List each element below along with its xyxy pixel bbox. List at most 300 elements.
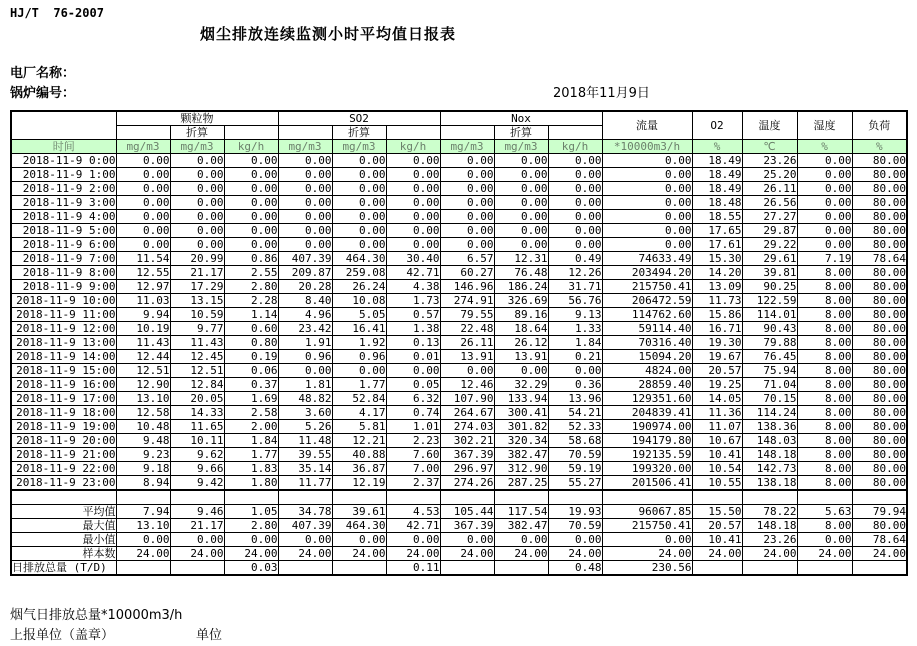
time-cell: 2018-11-9 16:00 xyxy=(11,378,116,392)
summary-row xyxy=(11,547,907,561)
value-cell: 9.66 xyxy=(170,462,224,476)
empty-cell xyxy=(797,490,852,505)
value-cell: 13.15 xyxy=(170,294,224,308)
value-cell: 70.59 xyxy=(548,448,602,462)
value-cell: 26.11 xyxy=(440,336,494,350)
value-cell: 58.68 xyxy=(548,434,602,448)
value-cell: 19.67 xyxy=(692,350,742,364)
value-cell: 1.83 xyxy=(224,462,278,476)
value-cell: 2.00 xyxy=(224,420,278,434)
value-cell: 5.05 xyxy=(332,308,386,322)
value-cell: 22.48 xyxy=(440,322,494,336)
value-cell: 0.57 xyxy=(386,308,440,322)
empty-cell xyxy=(440,490,494,505)
value-cell: 1.77 xyxy=(224,448,278,462)
value-cell: 8.00 xyxy=(797,392,852,406)
value-cell: 1.91 xyxy=(278,336,332,350)
value-cell: 367.39 xyxy=(440,448,494,462)
value-cell: 0.00 xyxy=(602,210,692,224)
time-cell: 2018-11-9 10:00 xyxy=(11,294,116,308)
value-cell: 13.96 xyxy=(548,392,602,406)
empty-cell xyxy=(11,490,116,505)
time-cell: 2018-11-9 22:00 xyxy=(11,462,116,476)
value-cell: 0.00 xyxy=(440,364,494,378)
value-cell: 0.37 xyxy=(224,378,278,392)
value-cell: 0.96 xyxy=(278,350,332,364)
summary-value-cell: 19.93 xyxy=(548,505,602,519)
value-cell: 76.45 xyxy=(742,350,797,364)
summary-value-cell: 23.26 xyxy=(742,533,797,547)
empty-cell xyxy=(278,490,332,505)
conversion-header-particulate: 折算 xyxy=(170,126,224,140)
value-cell: 0.00 xyxy=(170,168,224,182)
value-cell: 209.87 xyxy=(278,266,332,280)
value-cell: 26.12 xyxy=(494,336,548,350)
empty-cell xyxy=(548,126,602,140)
value-cell: 18.48 xyxy=(692,196,742,210)
value-cell: 1.01 xyxy=(386,420,440,434)
value-cell: 203494.20 xyxy=(602,266,692,280)
value-cell: 79.55 xyxy=(440,308,494,322)
value-cell: 186.24 xyxy=(494,280,548,294)
value-cell: 48.82 xyxy=(278,392,332,406)
value-cell: 80.00 xyxy=(852,406,907,420)
value-cell: 80.00 xyxy=(852,336,907,350)
value-cell: 8.40 xyxy=(278,294,332,308)
value-cell: 133.94 xyxy=(494,392,548,406)
unit-cell: ℃ xyxy=(742,140,797,154)
summary-value-cell xyxy=(742,561,797,576)
value-cell: 8.00 xyxy=(797,336,852,350)
value-cell: 0.00 xyxy=(494,364,548,378)
time-cell: 2018-11-9 3:00 xyxy=(11,196,116,210)
value-cell: 80.00 xyxy=(852,168,907,182)
value-cell: 8.00 xyxy=(797,406,852,420)
value-cell: 13.91 xyxy=(440,350,494,364)
unit-cell: % xyxy=(797,140,852,154)
report-table xyxy=(10,110,908,576)
value-cell: 0.00 xyxy=(224,168,278,182)
value-cell: 60.27 xyxy=(440,266,494,280)
value-cell: 464.30 xyxy=(332,252,386,266)
value-cell: 0.00 xyxy=(797,168,852,182)
summary-value-cell: 24.00 xyxy=(852,547,907,561)
summary-value-cell: 24.00 xyxy=(742,547,797,561)
value-cell: 1.69 xyxy=(224,392,278,406)
value-cell: 0.00 xyxy=(440,154,494,168)
value-cell: 0.00 xyxy=(797,196,852,210)
value-cell: 0.00 xyxy=(116,168,170,182)
time-cell: 2018-11-9 7:00 xyxy=(11,252,116,266)
value-cell: 259.08 xyxy=(332,266,386,280)
value-cell: 0.00 xyxy=(332,182,386,196)
value-cell: 0.00 xyxy=(440,182,494,196)
summary-value-cell: 24.00 xyxy=(224,547,278,561)
summary-value-cell: 24.00 xyxy=(440,547,494,561)
value-cell: 199320.00 xyxy=(602,462,692,476)
summary-value-cell xyxy=(332,561,386,576)
unit-cell: % xyxy=(852,140,907,154)
value-cell: 10.19 xyxy=(116,322,170,336)
value-cell: 264.67 xyxy=(440,406,494,420)
value-cell: 80.00 xyxy=(852,322,907,336)
table-row xyxy=(11,350,907,364)
value-cell: 148.03 xyxy=(742,434,797,448)
value-cell: 274.26 xyxy=(440,476,494,491)
summary-value-cell: 230.56 xyxy=(602,561,692,576)
summary-value-cell: 148.18 xyxy=(742,519,797,533)
header-row-units xyxy=(11,140,907,154)
value-cell: 80.00 xyxy=(852,378,907,392)
header-temperature: 温度 xyxy=(742,111,797,140)
value-cell: 0.00 xyxy=(386,154,440,168)
value-cell: 12.31 xyxy=(494,252,548,266)
value-cell: 9.18 xyxy=(116,462,170,476)
value-cell: 302.21 xyxy=(440,434,494,448)
value-cell: 122.59 xyxy=(742,294,797,308)
time-cell: 2018-11-9 2:00 xyxy=(11,182,116,196)
summary-value-cell: 8.00 xyxy=(797,519,852,533)
value-cell: 6.57 xyxy=(440,252,494,266)
value-cell: 20.28 xyxy=(278,280,332,294)
boiler-number-label: 锅炉编号： xyxy=(10,86,76,101)
value-cell: 2.23 xyxy=(386,434,440,448)
value-cell: 8.00 xyxy=(797,420,852,434)
value-cell: 8.94 xyxy=(116,476,170,491)
summary-value-cell xyxy=(278,561,332,576)
summary-value-cell: 0.00 xyxy=(602,533,692,547)
empty-cell xyxy=(548,490,602,505)
value-cell: 7.60 xyxy=(386,448,440,462)
table-row xyxy=(11,434,907,448)
summary-value-cell: 1.05 xyxy=(224,505,278,519)
value-cell: 11.43 xyxy=(116,336,170,350)
value-cell: 0.21 xyxy=(548,350,602,364)
value-cell: 80.00 xyxy=(852,238,907,252)
summary-value-cell: 80.00 xyxy=(852,519,907,533)
summary-value-cell: 0.00 xyxy=(494,533,548,547)
summary-value-cell xyxy=(494,561,548,576)
summary-label: 平均值 xyxy=(11,505,116,519)
flue-gas-total-label: 烟气日排放总量*10000m3/h xyxy=(10,608,183,623)
value-cell: 16.71 xyxy=(692,322,742,336)
unit-cell: mg/m3 xyxy=(278,140,332,154)
summary-value-cell: 9.46 xyxy=(170,505,224,519)
unit-cell: mg/m3 xyxy=(116,140,170,154)
value-cell: 146.96 xyxy=(440,280,494,294)
value-cell: 114762.60 xyxy=(602,308,692,322)
summary-value-cell: 24.00 xyxy=(170,547,224,561)
empty-cell xyxy=(116,490,170,505)
value-cell: 0.00 xyxy=(494,224,548,238)
value-cell: 0.00 xyxy=(386,168,440,182)
table-row xyxy=(11,266,907,280)
value-cell: 0.00 xyxy=(224,210,278,224)
value-cell: 2.80 xyxy=(224,280,278,294)
summary-label: 最小值 xyxy=(11,533,116,547)
summary-value-cell: 0.00 xyxy=(386,533,440,547)
table-row xyxy=(11,280,907,294)
time-cell: 2018-11-9 23:00 xyxy=(11,476,116,491)
value-cell: 0.00 xyxy=(602,182,692,196)
value-cell: 25.20 xyxy=(742,168,797,182)
value-cell: 0.36 xyxy=(548,378,602,392)
summary-value-cell: 2.80 xyxy=(224,519,278,533)
value-cell: 0.86 xyxy=(224,252,278,266)
summary-value-cell: 0.00 xyxy=(278,533,332,547)
value-cell: 296.97 xyxy=(440,462,494,476)
value-cell: 4.96 xyxy=(278,308,332,322)
unit-cell: kg/h xyxy=(548,140,602,154)
value-cell: 0.00 xyxy=(278,168,332,182)
value-cell: 0.00 xyxy=(548,154,602,168)
value-cell: 0.00 xyxy=(494,154,548,168)
value-cell: 0.00 xyxy=(548,182,602,196)
value-cell: 14.33 xyxy=(170,406,224,420)
value-cell: 54.21 xyxy=(548,406,602,420)
time-cell: 2018-11-9 15:00 xyxy=(11,364,116,378)
value-cell: 2.58 xyxy=(224,406,278,420)
value-cell: 90.25 xyxy=(742,280,797,294)
value-cell: 8.00 xyxy=(797,434,852,448)
time-cell: 2018-11-9 13:00 xyxy=(11,336,116,350)
value-cell: 39.55 xyxy=(278,448,332,462)
value-cell: 23.42 xyxy=(278,322,332,336)
value-cell: 0.00 xyxy=(278,224,332,238)
table-row xyxy=(11,336,907,350)
value-cell: 0.00 xyxy=(116,224,170,238)
value-cell: 19.25 xyxy=(692,378,742,392)
summary-value-cell: 382.47 xyxy=(494,519,548,533)
value-cell: 12.44 xyxy=(116,350,170,364)
time-cell: 2018-11-9 6:00 xyxy=(11,238,116,252)
time-cell: 2018-11-9 19:00 xyxy=(11,420,116,434)
summary-value-cell: 0.00 xyxy=(224,533,278,547)
table-row xyxy=(11,406,907,420)
value-cell: 274.91 xyxy=(440,294,494,308)
summary-value-cell: 24.00 xyxy=(692,547,742,561)
value-cell: 129351.60 xyxy=(602,392,692,406)
value-cell: 13.09 xyxy=(692,280,742,294)
value-cell: 20.05 xyxy=(170,392,224,406)
value-cell: 0.00 xyxy=(224,154,278,168)
value-cell: 10.41 xyxy=(692,448,742,462)
value-cell: 12.55 xyxy=(116,266,170,280)
time-cell: 2018-11-9 0:00 xyxy=(11,154,116,168)
table-row xyxy=(11,322,907,336)
value-cell: 11.77 xyxy=(278,476,332,491)
value-cell: 17.29 xyxy=(170,280,224,294)
value-cell: 11.54 xyxy=(116,252,170,266)
value-cell: 10.67 xyxy=(692,434,742,448)
value-cell: 0.00 xyxy=(278,364,332,378)
value-cell: 0.00 xyxy=(116,196,170,210)
value-cell: 13.10 xyxy=(116,392,170,406)
value-cell: 0.01 xyxy=(386,350,440,364)
value-cell: 80.00 xyxy=(852,420,907,434)
value-cell: 79.88 xyxy=(742,336,797,350)
value-cell: 206472.59 xyxy=(602,294,692,308)
value-cell: 40.88 xyxy=(332,448,386,462)
value-cell: 0.19 xyxy=(224,350,278,364)
value-cell: 0.00 xyxy=(116,238,170,252)
value-cell: 29.87 xyxy=(742,224,797,238)
header-flow: 流量 xyxy=(602,111,692,140)
empty-cell xyxy=(332,490,386,505)
value-cell: 0.00 xyxy=(332,196,386,210)
value-cell: 301.82 xyxy=(494,420,548,434)
value-cell: 114.01 xyxy=(742,308,797,322)
value-cell: 8.00 xyxy=(797,266,852,280)
value-cell: 11.07 xyxy=(692,420,742,434)
summary-value-cell: 215750.41 xyxy=(602,519,692,533)
value-cell: 9.94 xyxy=(116,308,170,322)
value-cell: 1.84 xyxy=(224,434,278,448)
summary-value-cell: 78.22 xyxy=(742,505,797,519)
value-cell: 8.00 xyxy=(797,448,852,462)
value-cell: 18.49 xyxy=(692,182,742,196)
value-cell: 0.00 xyxy=(278,182,332,196)
value-cell: 0.00 xyxy=(332,224,386,238)
value-cell: 59.19 xyxy=(548,462,602,476)
summary-value-cell: 39.61 xyxy=(332,505,386,519)
value-cell: 12.21 xyxy=(332,434,386,448)
value-cell: 0.00 xyxy=(548,196,602,210)
value-cell: 201506.41 xyxy=(602,476,692,491)
time-cell: 2018-11-9 18:00 xyxy=(11,406,116,420)
value-cell: 0.00 xyxy=(332,238,386,252)
value-cell: 0.60 xyxy=(224,322,278,336)
time-cell: 2018-11-9 12:00 xyxy=(11,322,116,336)
value-cell: 4824.00 xyxy=(602,364,692,378)
value-cell: 11.03 xyxy=(116,294,170,308)
value-cell: 0.00 xyxy=(224,224,278,238)
value-cell: 52.84 xyxy=(332,392,386,406)
value-cell: 0.00 xyxy=(224,182,278,196)
value-cell: 6.32 xyxy=(386,392,440,406)
value-cell: 0.00 xyxy=(278,154,332,168)
value-cell: 5.26 xyxy=(278,420,332,434)
table-row xyxy=(11,154,907,168)
value-cell: 0.00 xyxy=(440,196,494,210)
empty-cell xyxy=(494,490,548,505)
value-cell: 10.55 xyxy=(692,476,742,491)
value-cell: 10.59 xyxy=(170,308,224,322)
value-cell: 0.80 xyxy=(224,336,278,350)
value-cell: 8.00 xyxy=(797,462,852,476)
summary-value-cell: 15.50 xyxy=(692,505,742,519)
group-header-nox: Nox xyxy=(440,111,602,126)
summary-value-cell: 79.94 xyxy=(852,505,907,519)
value-cell: 0.00 xyxy=(116,154,170,168)
value-cell: 215750.41 xyxy=(602,280,692,294)
unit-cell: mg/m3 xyxy=(494,140,548,154)
summary-row xyxy=(11,505,907,519)
empty-cell xyxy=(386,126,440,140)
value-cell: 0.00 xyxy=(170,238,224,252)
value-cell: 10.11 xyxy=(170,434,224,448)
value-cell: 11.43 xyxy=(170,336,224,350)
value-cell: 0.00 xyxy=(278,196,332,210)
value-cell: 35.14 xyxy=(278,462,332,476)
summary-value-cell xyxy=(440,561,494,576)
report-table-body xyxy=(11,154,907,576)
summary-value-cell: 34.78 xyxy=(278,505,332,519)
table-row xyxy=(11,210,907,224)
value-cell: 0.00 xyxy=(440,238,494,252)
value-cell: 36.87 xyxy=(332,462,386,476)
value-cell: 80.00 xyxy=(852,224,907,238)
table-row xyxy=(11,364,907,378)
value-cell: 76.48 xyxy=(494,266,548,280)
summary-value-cell: 117.54 xyxy=(494,505,548,519)
summary-value-cell: 24.00 xyxy=(278,547,332,561)
value-cell: 80.00 xyxy=(852,294,907,308)
table-row xyxy=(11,182,907,196)
summary-value-cell: 20.57 xyxy=(692,519,742,533)
value-cell: 0.96 xyxy=(332,350,386,364)
value-cell: 287.25 xyxy=(494,476,548,491)
value-cell: 1.73 xyxy=(386,294,440,308)
table-row xyxy=(11,476,907,491)
value-cell: 17.65 xyxy=(692,224,742,238)
value-cell: 114.24 xyxy=(742,406,797,420)
value-cell: 12.26 xyxy=(548,266,602,280)
summary-value-cell: 464.30 xyxy=(332,519,386,533)
value-cell: 21.17 xyxy=(170,266,224,280)
value-cell: 0.00 xyxy=(386,210,440,224)
summary-value-cell: 0.48 xyxy=(548,561,602,576)
value-cell: 59114.40 xyxy=(602,322,692,336)
value-cell: 19.30 xyxy=(692,336,742,350)
value-cell: 9.42 xyxy=(170,476,224,491)
summary-value-cell: 78.64 xyxy=(852,533,907,547)
time-cell: 2018-11-9 5:00 xyxy=(11,224,116,238)
time-cell: 2018-11-9 11:00 xyxy=(11,308,116,322)
value-cell: 1.38 xyxy=(386,322,440,336)
empty-cell xyxy=(116,126,170,140)
value-cell: 80.00 xyxy=(852,462,907,476)
summary-value-cell: 5.63 xyxy=(797,505,852,519)
value-cell: 8.00 xyxy=(797,476,852,491)
value-cell: 89.16 xyxy=(494,308,548,322)
value-cell: 80.00 xyxy=(852,182,907,196)
header-o2: O2 xyxy=(692,111,742,140)
summary-value-cell: 24.00 xyxy=(386,547,440,561)
value-cell: 90.43 xyxy=(742,322,797,336)
value-cell: 1.92 xyxy=(332,336,386,350)
value-cell: 0.00 xyxy=(494,196,548,210)
table-row xyxy=(11,168,907,182)
standard-number: HJ/T 76-2007 xyxy=(10,6,104,20)
value-cell: 18.49 xyxy=(692,154,742,168)
value-cell: 70.15 xyxy=(742,392,797,406)
value-cell: 0.00 xyxy=(386,364,440,378)
value-cell: 12.51 xyxy=(170,364,224,378)
value-cell: 32.29 xyxy=(494,378,548,392)
summary-value-cell: 0.03 xyxy=(224,561,278,576)
summary-value-cell: 24.00 xyxy=(494,547,548,561)
value-cell: 0.00 xyxy=(116,182,170,196)
empty-cell xyxy=(224,126,278,140)
unit-cell: *10000m3/h xyxy=(602,140,692,154)
value-cell: 26.56 xyxy=(742,196,797,210)
value-cell: 15094.20 xyxy=(602,350,692,364)
value-cell: 194179.80 xyxy=(602,434,692,448)
value-cell: 8.00 xyxy=(797,322,852,336)
value-cell: 1.77 xyxy=(332,378,386,392)
value-cell: 29.22 xyxy=(742,238,797,252)
